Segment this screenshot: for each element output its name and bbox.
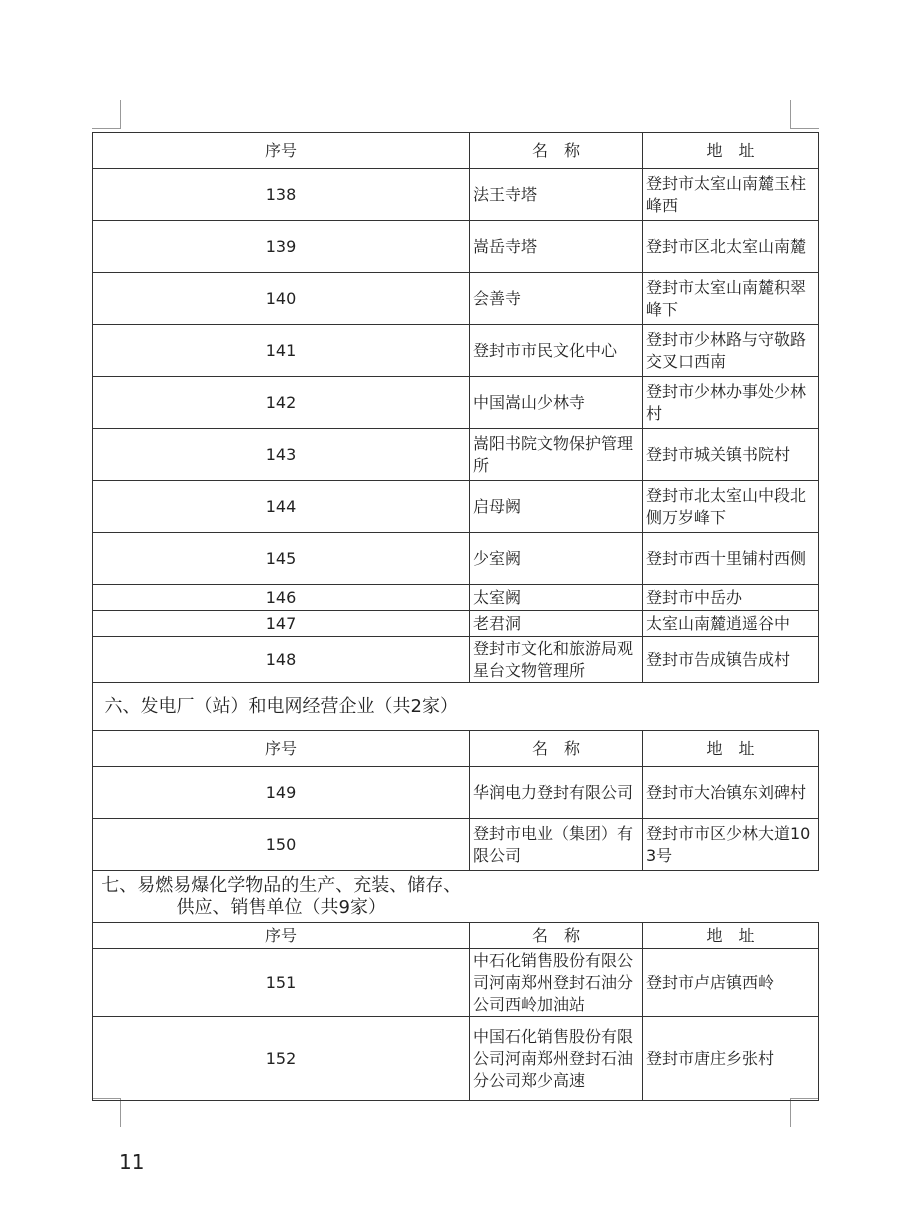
table-row xyxy=(93,221,819,273)
row-address: 登封市北太室山中段北侧万岁峰下 xyxy=(643,481,819,533)
row-no: 138 xyxy=(93,169,470,221)
table-row xyxy=(93,637,819,683)
row-no: 149 xyxy=(93,767,470,819)
header-address: 地 址 xyxy=(643,923,819,949)
row-no: 140 xyxy=(93,273,470,325)
table-row xyxy=(93,481,819,533)
row-address: 登封市西十里铺村西侧 xyxy=(643,533,819,585)
table-row xyxy=(93,429,819,481)
section-title-power: 六、发电厂（站）和电网经营企业（共2家） xyxy=(93,683,470,731)
row-address: 太室山南麓逍遥谷中 xyxy=(643,611,819,637)
row-address: 登封市太室山南麓玉柱峰西 xyxy=(643,169,819,221)
page-number: 11 xyxy=(119,1150,145,1174)
row-address: 登封市卢店镇西岭 xyxy=(643,949,819,1017)
table-row xyxy=(93,533,819,585)
row-address: 登封市大冶镇东刘碑村 xyxy=(643,767,819,819)
header-address: 地 址 xyxy=(643,133,819,169)
crop-mark-bottom-left xyxy=(92,1098,121,1127)
row-name: 老君洞 xyxy=(470,611,643,637)
section-title-row xyxy=(93,683,819,731)
row-name: 法王寺塔 xyxy=(470,169,643,221)
row-no: 147 xyxy=(93,611,470,637)
row-address: 登封市太室山南麓积翠峰下 xyxy=(643,273,819,325)
header-name: 名 称 xyxy=(470,923,643,949)
row-no: 151 xyxy=(93,949,470,1017)
table-row xyxy=(93,949,819,1017)
row-name: 少室阙 xyxy=(470,533,643,585)
row-address: 登封市中岳办 xyxy=(643,585,819,611)
row-no: 141 xyxy=(93,325,470,377)
row-no: 150 xyxy=(93,819,470,871)
table-row xyxy=(93,1017,819,1101)
row-name: 中国石化销售股份有限公司河南郑州登封石油分公司郑少高速 xyxy=(470,1017,643,1101)
row-address: 登封市告成镇告成村 xyxy=(643,637,819,683)
row-no: 139 xyxy=(93,221,470,273)
row-name: 嵩岳寺塔 xyxy=(470,221,643,273)
table-header-row xyxy=(93,731,819,767)
section-title-row xyxy=(93,871,819,923)
crop-mark-bottom-right xyxy=(790,1098,819,1127)
table-header-row xyxy=(93,133,819,169)
row-address: 登封市少林路与守敬路交叉口西南 xyxy=(643,325,819,377)
row-address: 登封市城关镇书院村 xyxy=(643,429,819,481)
header-name: 名 称 xyxy=(470,133,643,169)
row-name: 登封市市民文化中心 xyxy=(470,325,643,377)
table-row xyxy=(93,767,819,819)
row-no: 143 xyxy=(93,429,470,481)
row-name: 登封市电业（集团）有限公司 xyxy=(470,819,643,871)
header-no: 序号 xyxy=(93,133,470,169)
row-no: 148 xyxy=(93,637,470,683)
table-row xyxy=(93,585,819,611)
row-name: 华润电力登封有限公司 xyxy=(470,767,643,819)
header-no: 序号 xyxy=(93,731,470,767)
header-address: 地 址 xyxy=(643,731,819,767)
crop-mark-top-right xyxy=(790,100,819,129)
row-address: 登封市市区少林大道103号 xyxy=(643,819,819,871)
row-name: 中石化销售股份有限公司河南郑州登封石油分公司西岭加油站 xyxy=(470,949,643,1017)
table-row xyxy=(93,611,819,637)
table-row xyxy=(93,819,819,871)
row-address: 登封市区北太室山南麓 xyxy=(643,221,819,273)
document-table xyxy=(92,132,819,1101)
header-name: 名 称 xyxy=(470,731,643,767)
row-name: 嵩阳书院文物保护管理所 xyxy=(470,429,643,481)
table-row xyxy=(93,273,819,325)
header-no: 序号 xyxy=(93,923,470,949)
row-address: 登封市唐庄乡张村 xyxy=(643,1017,819,1101)
row-name: 中国嵩山少林寺 xyxy=(470,377,643,429)
row-no: 152 xyxy=(93,1017,470,1101)
table-row xyxy=(93,325,819,377)
row-name: 启母阙 xyxy=(470,481,643,533)
section-title-hazardous: 七、易燃易爆化学物品的生产、充装、储存、供应、销售单位（共9家） xyxy=(93,871,470,923)
row-name: 太室阙 xyxy=(470,585,643,611)
crop-mark-top-left xyxy=(92,100,121,129)
row-no: 145 xyxy=(93,533,470,585)
table-row xyxy=(93,169,819,221)
table-row xyxy=(93,377,819,429)
row-name: 登封市文化和旅游局观星台文物管理所 xyxy=(470,637,643,683)
row-address: 登封市少林办事处少林村 xyxy=(643,377,819,429)
table-header-row xyxy=(93,923,819,949)
row-name: 会善寺 xyxy=(470,273,643,325)
row-no: 146 xyxy=(93,585,470,611)
row-no: 144 xyxy=(93,481,470,533)
row-no: 142 xyxy=(93,377,470,429)
